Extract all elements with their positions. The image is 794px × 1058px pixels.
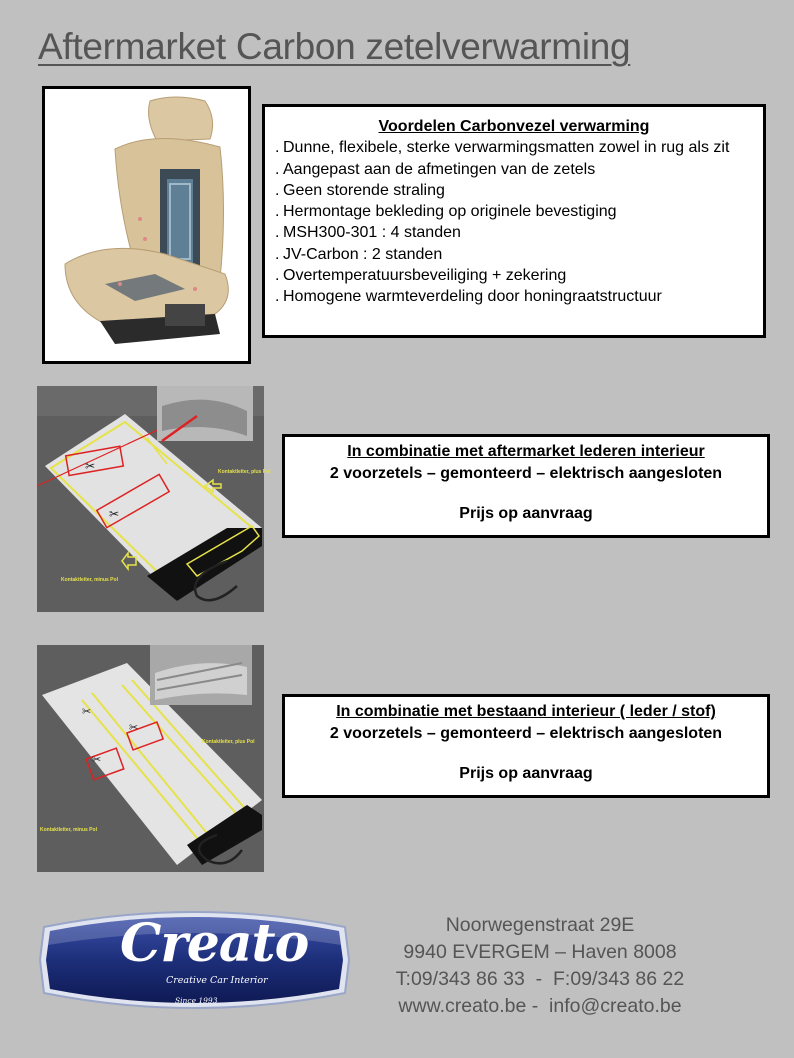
logo-name: Creato [120,913,309,974]
combo-1-title: In combinatie met aftermarket lederen interieur [347,443,705,460]
benefit-item: . Aangepast aan de afmetingen van de zetels [275,160,596,178]
contact-web: www.creato.be - info@creato.be [398,995,682,1017]
svg-text:✂: ✂ [92,753,102,766]
heating-pad-image-2 [37,645,264,872]
svg-text:✂: ✂ [109,507,120,521]
pad-label-plus: Kontaktleiter, plus Pol [218,469,271,475]
svg-text:✂: ✂ [82,705,92,718]
combo-1-price: Prijs op aanvraag [459,505,593,522]
benefit-item: . Overtemperatuursbeveiliging + zekering [275,267,567,285]
benefit-item: . MSH300-301 : 4 standen [275,224,461,242]
combo-1-line: 2 voorzetels – gemonteerd – elektrisch aangesloten [329,464,723,482]
contact-block [385,912,695,1020]
benefit-item: . Dunne, flexibele, sterke verwarmingsmatten zowel in rug als zit [275,139,730,157]
creato-logo [38,905,351,1015]
pad-label-plus: Kontaktleiter, plus Pol [202,739,255,745]
car-seat-illustration [45,89,248,361]
contact-phone: T:09/343 86 33 - F:09/343 86 22 [395,968,685,990]
combo-2-line: 2 voorzetels – gemonteerd – elektrisch aangesloten [329,724,723,742]
contact-street: Noorwegenstraat 29E [445,914,635,936]
pad-label-minus: Kontaktleiter, minus Pol [40,827,97,833]
seat-image [42,86,251,364]
benefits-box [262,104,766,338]
combo-box-1 [282,434,770,538]
combo-box-2 [282,694,770,798]
combo-2-price: Prijs op aanvraag [459,765,593,782]
benefit-item: . JV-Carbon : 2 standen [275,245,443,263]
logo-since: Since 1993 [175,996,218,1005]
heating-pad-illustration [37,645,264,872]
svg-text:✂: ✂ [85,459,96,473]
benefit-item: . Homogene warmteverdeling door honingraatstructuur [275,288,662,306]
pad-label-minus: Kontaktleiter, minus Pol [61,577,118,583]
logo-tagline: Creative Car Interior [166,975,268,986]
benefit-item: . Geen storende straling [275,181,445,199]
benefit-item: . Hermontage bekleding op originele bevestiging [275,203,617,221]
svg-text:✂: ✂ [129,721,139,734]
contact-city: 9940 EVERGEM – Haven 8008 [403,941,677,963]
benefits-title: Voordelen Carbonvezel verwarming [378,118,650,135]
heating-pad-image-1 [37,386,271,612]
page-title: Aftermarket Carbon zetelverwarming [38,26,631,67]
combo-2-title: In combinatie met bestaand interieur ( leder / stof) [336,703,716,720]
